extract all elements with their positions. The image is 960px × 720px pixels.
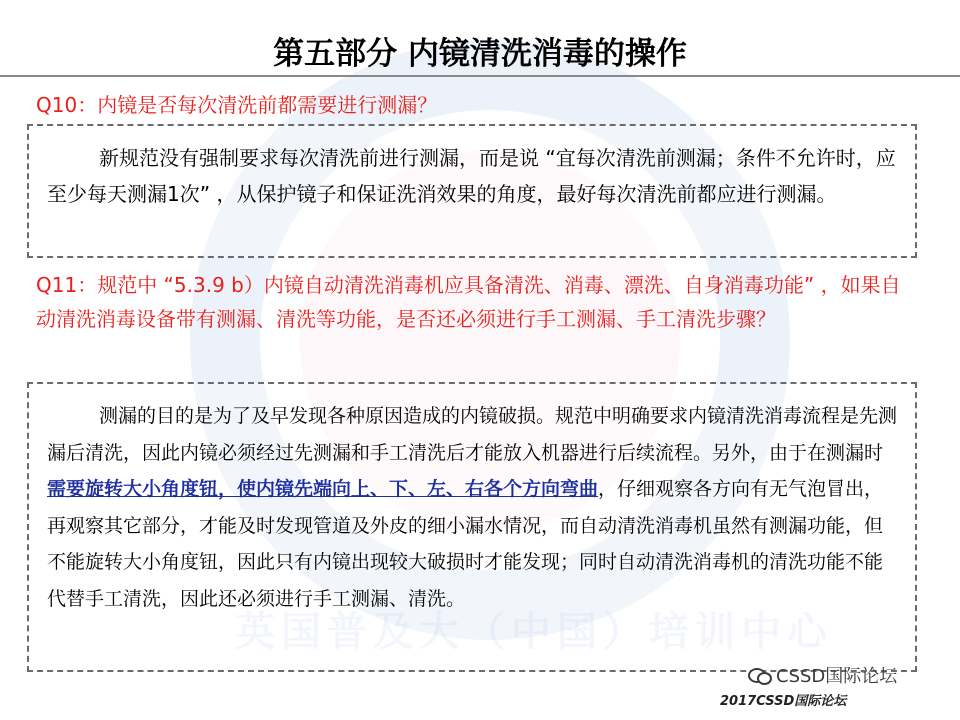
answer-box-q10 — [27, 124, 917, 258]
question-q11: Q11：规范中 “5.3.9 b）内镜自动清洗消毒机应具备清洗、消毒、漂洗、自身消毒功能” ，如果自动清洗消毒设备带有测漏、清洗等功能，是否还必须进行手工测漏、手工清洗步骤？ — [36, 273, 901, 331]
footer-brand — [748, 662, 897, 688]
answer-q11-emphasis: 需要旋转大小角度钮，使内镜先端向上、下、左、右各个方向弯曲 — [47, 478, 599, 500]
footer-brand-label: CSSD国际论坛 — [776, 666, 898, 687]
slide-title: 第五部分 内镜清洗消毒的操作 — [273, 36, 687, 72]
watermark-text: 英国普及大（中国）培训中心 — [235, 609, 833, 655]
footer-year-label: 2017CSSD国际论坛 — [720, 694, 847, 709]
wechat-icon — [748, 666, 770, 684]
answer-q11-part2: ，仔细观察各方向有无气泡冒出，再观察其它部分，才能及时发现管道及外皮的细小漏水情况，而自动清洗消毒机虽然有测漏功能，但不能旋转大小角度钮，因此只有内镜出现较大破损时才能发现；同时自动清洗消毒机的清洗功能不能代替手工清洗，因此还必须进行手工测漏、清洗。 — [47, 478, 884, 610]
answer-box-q11 — [27, 382, 917, 672]
title-divider — [0, 75, 960, 77]
answer-q10 — [47, 140, 899, 212]
answer-q10-text: 新规范没有强制要求每次清洗前进行测漏，而是说 “宜每次清洗前测漏；条件不允许时，应至少每天测漏1次” ，从保护镜子和保证洗消效果的角度，最好每次清洗前都应进行测漏。 — [47, 146, 896, 206]
question-q10: Q10：内镜是否每次清洗前都需要进行测漏？ — [36, 93, 438, 117]
answer-q11 — [47, 398, 899, 617]
answer-q11-part1: 测漏的目的是为了及早发现各种原因造成的内镜破损。规范中明确要求内镜清洗消毒流程是先测漏后清洗，因此内镜必须经过先测漏和手工清洗后才能放入机器进行后续流程。另外，由于在测漏时 — [47, 405, 898, 464]
